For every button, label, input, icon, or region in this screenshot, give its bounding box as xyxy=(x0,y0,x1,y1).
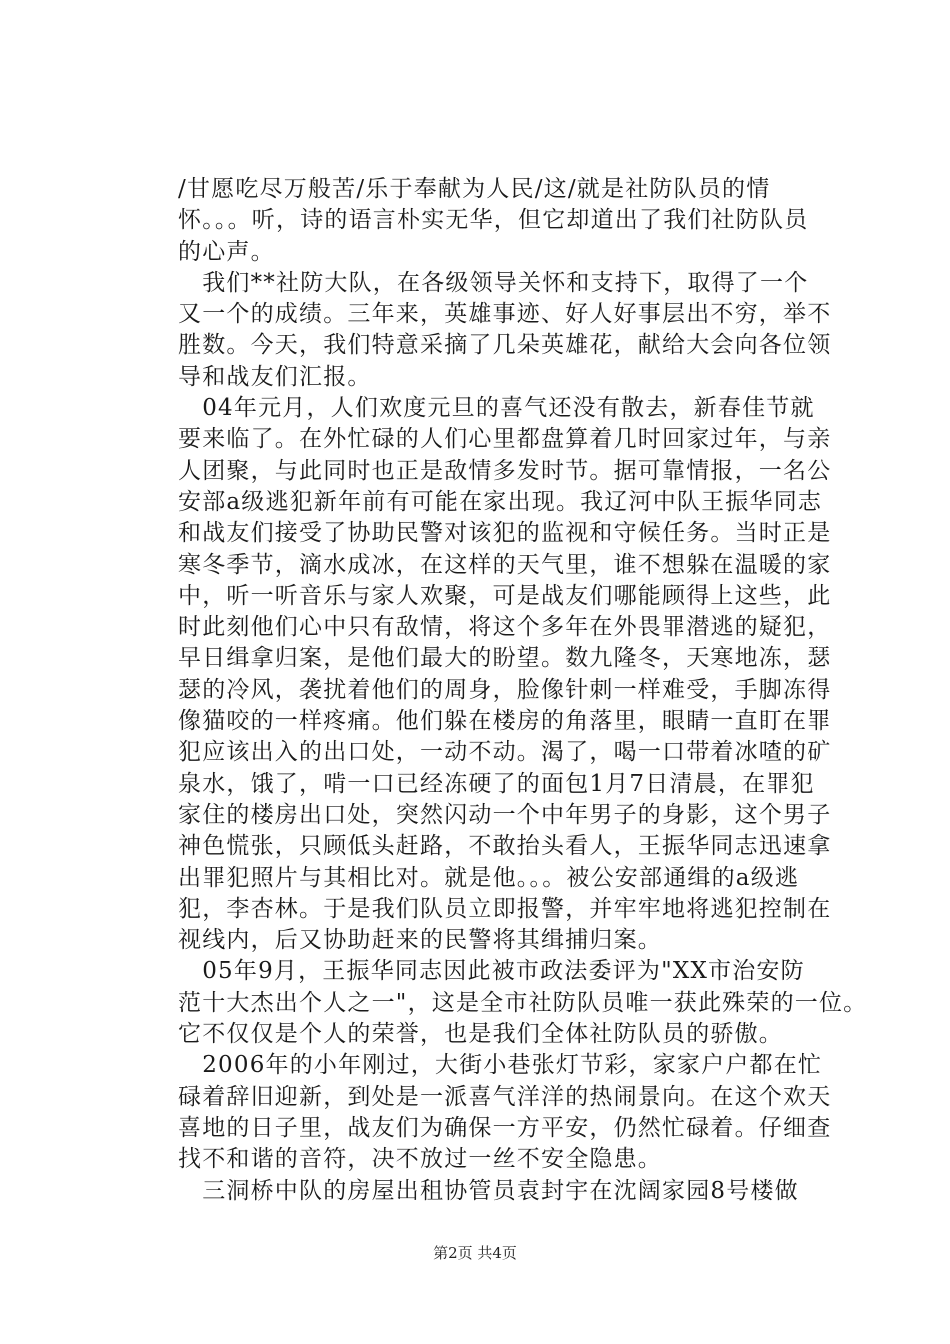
text-line: 像猫咬的一样疼痛。他们躲在楼房的角落里，眼睛一直盯在罪 xyxy=(178,708,832,735)
text-line: 和战友们接受了协助民警对该犯的监视和守候任务。当时正是 xyxy=(178,520,832,547)
text-line: 04年元月，人们欢度元旦的喜气还没有散去，新春佳节就 xyxy=(178,395,815,422)
text-line: 中，听一听音乐与家人欢聚，可是战友们哪能顾得上这些，此 xyxy=(178,582,832,609)
text-line: 胜数。今天，我们特意采摘了几朵英雄花，献给大会向各位领 xyxy=(178,332,832,359)
text-line: 要来临了。在外忙碌的人们心里都盘算着几时回家过年，与亲 xyxy=(178,426,832,453)
text-line: 人团聚，与此同时也正是敌情多发时节。据可靠情报，一名公 xyxy=(178,457,832,484)
text-line: 又一个的成绩。三年来，英雄事迹、好人好事层出不穷，举不 xyxy=(178,301,832,328)
text-line: 早日缉拿归案，是他们最大的盼望。数九隆冬，天寒地冻，瑟 xyxy=(178,645,832,672)
text-line: 家住的楼房出口处，突然闪动一个中年男子的身影，这个男子 xyxy=(178,801,832,828)
text-line: 的心声。 xyxy=(178,238,275,265)
text-line: 犯应该出入的出口处，一动不动。渴了，喝一口带着冰喳的矿 xyxy=(178,739,832,766)
text-line: 犯，李杏林。于是我们队员立即报警，并牢牢地将逃犯控制在 xyxy=(178,895,832,922)
text-line: 时此刻他们心中只有敌情，将这个多年在外畏罪潜逃的疑犯， xyxy=(178,614,832,641)
text-line: 碌着辞旧迎新，到处是一派喜气洋洋的热闹景向。在这个欢天 xyxy=(178,1083,832,1110)
text-line: 瑟的冷风，袭扰着他们的周身，脸像针刺一样难受，手脚冻得 xyxy=(178,676,832,703)
text-line: 导和战友们汇报。 xyxy=(178,363,372,390)
text-line: 怀。。。听，诗的语言朴实无华，但它却道出了我们社防队员 xyxy=(178,207,809,234)
text-line: 三洞桥中队的房屋出租协管员袁封宇在沈阔家园8号楼做 xyxy=(178,1177,799,1204)
text-line: 找不和谐的音符，决不放过一丝不安全隐患。 xyxy=(178,1146,662,1173)
text-line: 神色慌张，只顾低头赶路，不敢抬头看人，王振华同志迅速拿 xyxy=(178,833,832,860)
text-line: 2006年的小年刚过，大街小巷张灯节彩，家家户户都在忙 xyxy=(178,1052,823,1079)
text-line: 出罪犯照片与其相比对。就是他。。。被公安部通缉的a级逃 xyxy=(178,864,800,891)
text-line: 它不仅仅是个人的荣誉，也是我们全体社防队员的骄傲。 xyxy=(178,1021,783,1048)
page-number-footer: 第2页 共4页 xyxy=(433,1244,517,1262)
text-line: /甘愿吃尽万般苦/乐于奉献为人民/这/就是社防队员的情 xyxy=(178,176,771,202)
document-body xyxy=(178,174,868,1207)
text-line: 05年9月，王振华同志因此被市政法委评为"XX市治安防 xyxy=(178,958,805,985)
text-line: 我们**社防大队，在各级领导关怀和支持下，取得了一个 xyxy=(178,269,809,296)
text-line: 喜地的日子里，战友们为确保一方平安，仍然忙碌着。仔细查 xyxy=(178,1114,832,1141)
text-line: 寒冬季节，滴水成冰，在这样的天气里，谁不想躲在温暖的家 xyxy=(178,551,832,578)
text-line: 泉水，饿了，啃一口已经冻硬了的面包1月7日清晨，在罪犯 xyxy=(178,770,815,797)
text-line: 范十大杰出个人之一"，这是全市社防队员唯一获此殊荣的一位。 xyxy=(178,989,868,1016)
text-line: 视线内，后又协助赶来的民警将其缉捕归案。 xyxy=(178,927,662,954)
text-line: 安部a级逃犯新年前有可能在家出现。我辽河中队王振华同志 xyxy=(178,488,823,515)
